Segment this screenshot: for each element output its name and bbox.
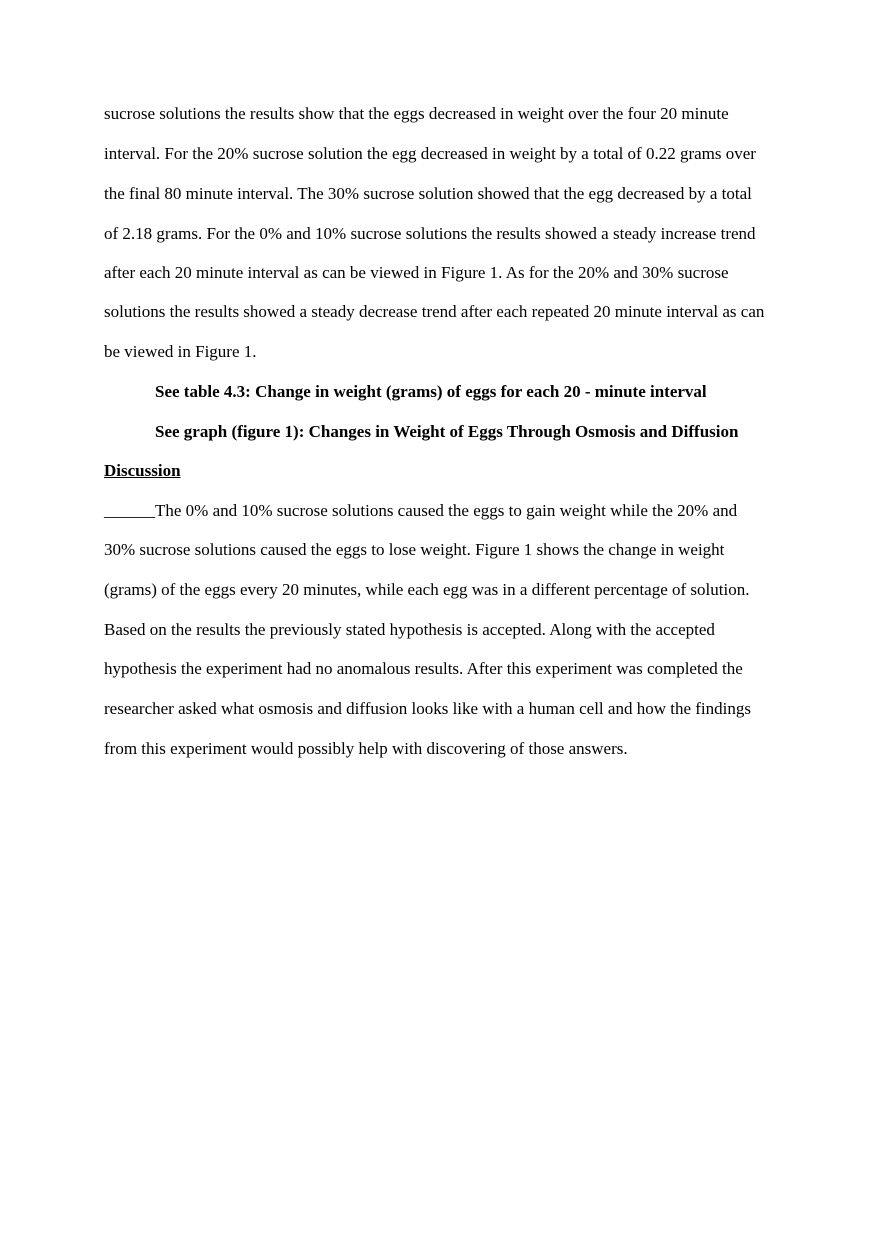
discussion-line: ______The 0% and 10% sucrose solutions caused the eggs to gain weight while the 20% and [104, 501, 738, 520]
discussion-line: 30% sucrose solutions caused the eggs to lose weight. Figure 1 shows the change in weight [104, 540, 725, 559]
table-reference: See table 4.3: Change in weight (grams) of eggs for each 20 - minute interval [155, 382, 707, 401]
results-line: of 2.18 grams. For the 0% and 10% sucrose solutions the results showed a steady increase trend [104, 224, 756, 243]
results-line: sucrose solutions the results show that the eggs decreased in weight over the four 20 minute [104, 104, 729, 123]
results-line: the final 80 minute interval. The 30% sucrose solution showed that the egg decreased by a total [104, 184, 752, 203]
results-line: interval. For the 20% sucrose solution the egg decreased in weight by a total of 0.22 grams over [104, 144, 756, 163]
discussion-line: hypothesis the experiment had no anomalous results. After this experiment was completed the [104, 659, 743, 678]
discussion-line: (grams) of the eggs every 20 minutes, while each egg was in a different percentage of solution. [104, 580, 750, 599]
graph-reference: See graph (figure 1): Changes in Weight of Eggs Through Osmosis and Diffusion [155, 422, 739, 441]
discussion-line: Based on the results the previously stated hypothesis is accepted. Along with the accepted [104, 620, 715, 639]
discussion-line: researcher asked what osmosis and diffusion looks like with a human cell and how the findings [104, 699, 751, 718]
results-line: after each 20 minute interval as can be viewed in Figure 1. As for the 20% and 30% sucrose [104, 263, 729, 282]
discussion-heading: Discussion [104, 461, 181, 480]
results-line: solutions the results showed a steady decrease trend after each repeated 20 minute interval as can [104, 302, 765, 321]
discussion-line: from this experiment would possibly help with discovering of those answers. [104, 739, 628, 758]
results-line: be viewed in Figure 1. [104, 342, 257, 361]
